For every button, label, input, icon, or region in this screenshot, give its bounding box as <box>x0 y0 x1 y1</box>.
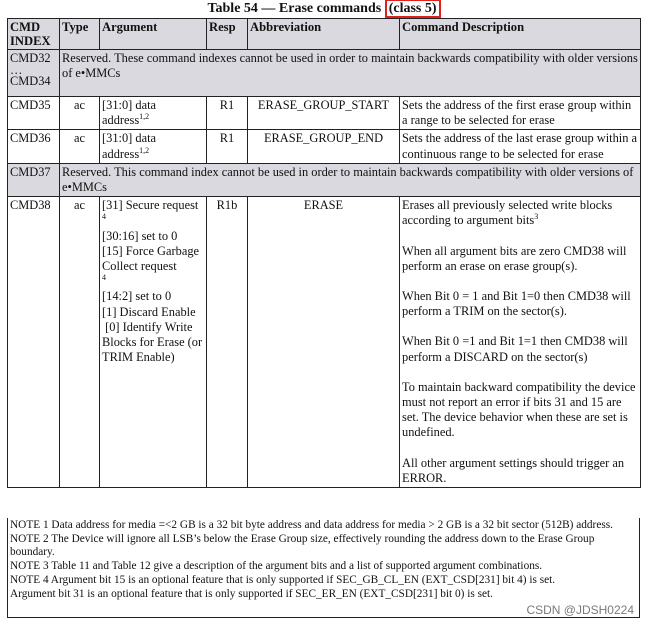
header-abbreviation: Abbreviation <box>248 19 400 50</box>
abbreviation-cell: ERASE <box>248 197 400 488</box>
header-argument: Argument <box>100 19 207 50</box>
cmd-index: CMD37 <box>8 163 60 196</box>
description-paragraph: When all argument bits are zero CMD38 will perform an erase on erase group(s). <box>402 243 627 273</box>
description-cell <box>400 197 641 488</box>
header-cmd-index: CMD INDEX <box>8 19 60 50</box>
cmd-index: … <box>10 63 23 78</box>
argument-text: [15] Force Garbage Collect request <box>102 243 200 274</box>
note-2: NOTE 2 The Device will ignore all LSB’s below the Erase Group size, effectively rounding the address down to the Erase Group boundary. <box>10 532 595 559</box>
argument-line: [14:2] set to 0 <box>102 289 172 304</box>
reserved-text: Reserved. This command index cannot be used in order to maintain backwards compatibility with older versions of e•MMCs <box>60 163 641 196</box>
table-row <box>8 197 641 488</box>
type-cell: ac <box>60 130 100 163</box>
table-title <box>0 0 648 18</box>
description-text: Erases all previously selected write blocks according to argument bits <box>402 198 613 228</box>
argument-text: [31] Secure request <box>102 198 199 213</box>
cmd-index: CMD34 <box>10 74 51 89</box>
description-paragraph: To maintain backward compatibility the device must not report an error if bits 31 and 15 are set. The device behavior when these are set is undefined. <box>402 379 636 440</box>
cmd-index: CMD38 <box>8 197 60 488</box>
header-description: Command Description <box>400 19 641 50</box>
description-paragraph: All other argument settings should trigger an ERROR. <box>402 455 625 485</box>
cmd-index-cell <box>8 50 60 97</box>
footnote-ref: 1,2 <box>139 145 150 155</box>
resp-cell: R1 <box>207 130 248 163</box>
table-row <box>8 163 641 196</box>
note-4: NOTE 4 Argument bit 15 is an optional feature that is only supported if SEC_GB_CL_EN (EXT_CSD[231] bit 4) is set. <box>10 573 556 586</box>
description-cell: Sets the address of the first erase group within a range to be selected for erase <box>400 97 641 130</box>
cmd-index: CMD35 <box>8 97 60 130</box>
argument-cell <box>100 130 207 163</box>
table-row <box>8 130 641 163</box>
description-paragraph: When Bit 0 =1 and Bit 1=1 then CMD38 will perform a DISCARD on the sector(s) <box>402 334 628 364</box>
argument-line: [0] Identify Write Blocks for Erase (or TRIM Enable) <box>102 319 203 365</box>
watermark: CSDN @JDSH0224 <box>526 603 634 617</box>
footnote-ref: 3 <box>534 212 539 222</box>
footnote-ref: 4 <box>102 212 106 222</box>
description-paragraph <box>402 198 638 228</box>
argument-line: [30:16] set to 0 <box>102 228 178 243</box>
class-highlight: (class 5) <box>385 0 441 18</box>
argument-cell <box>100 197 207 488</box>
abbreviation-cell: ERASE_GROUP_START <box>248 97 400 130</box>
argument-line <box>102 198 204 228</box>
footnote-ref: 1,2 <box>139 112 150 122</box>
argument-text: [31:0] data address <box>102 131 157 161</box>
description-paragraph: When Bit 0 = 1 and Bit 1=0 then CMD38 will perform a TRIM on the sector(s). <box>402 289 631 319</box>
note-3: NOTE 3 Table 11 and Table 12 give a description of the argument bits and a list of supported argument combinations. <box>10 560 543 573</box>
table-row <box>8 97 641 130</box>
type-cell: ac <box>60 197 100 488</box>
argument-line <box>102 244 204 290</box>
resp-cell: R1 <box>207 97 248 130</box>
table-title-text: Table 54 — Erase commands <box>207 1 385 16</box>
argument-line: [1] Discard Enable <box>102 304 196 319</box>
resp-cell: R1b <box>207 197 248 488</box>
header-type: Type <box>60 19 100 50</box>
cmd-index: CMD32 <box>10 51 51 65</box>
header-resp: Resp <box>207 19 248 50</box>
cmd-index: CMD36 <box>8 130 60 163</box>
argument-text: [31:0] data address <box>102 98 157 128</box>
argument-cell <box>100 97 207 130</box>
header-row <box>8 19 641 50</box>
footnote-ref: 4 <box>102 273 106 283</box>
note-4-continued: Argument bit 31 is an optional feature that is only supported if SEC_ER_EN (EXT_CSD[231] bit 0) is set. <box>10 587 493 600</box>
erase-commands-table <box>7 18 641 488</box>
type-cell: ac <box>60 97 100 130</box>
reserved-text: Reserved. These command indexes cannot be used in order to maintain backwards compatibility with older versions of e•MMCs <box>60 50 641 97</box>
description-cell: Sets the address of the last erase group within a continuous range to be selected for erase <box>400 130 641 163</box>
note-1: NOTE 1 Data address for media =<2 GB is a 32 bit byte address and data address for media > 2 GB is a 32 bit sector (512B) address. <box>10 519 613 531</box>
abbreviation-cell: ERASE_GROUP_END <box>248 130 400 163</box>
table-row <box>8 50 641 97</box>
